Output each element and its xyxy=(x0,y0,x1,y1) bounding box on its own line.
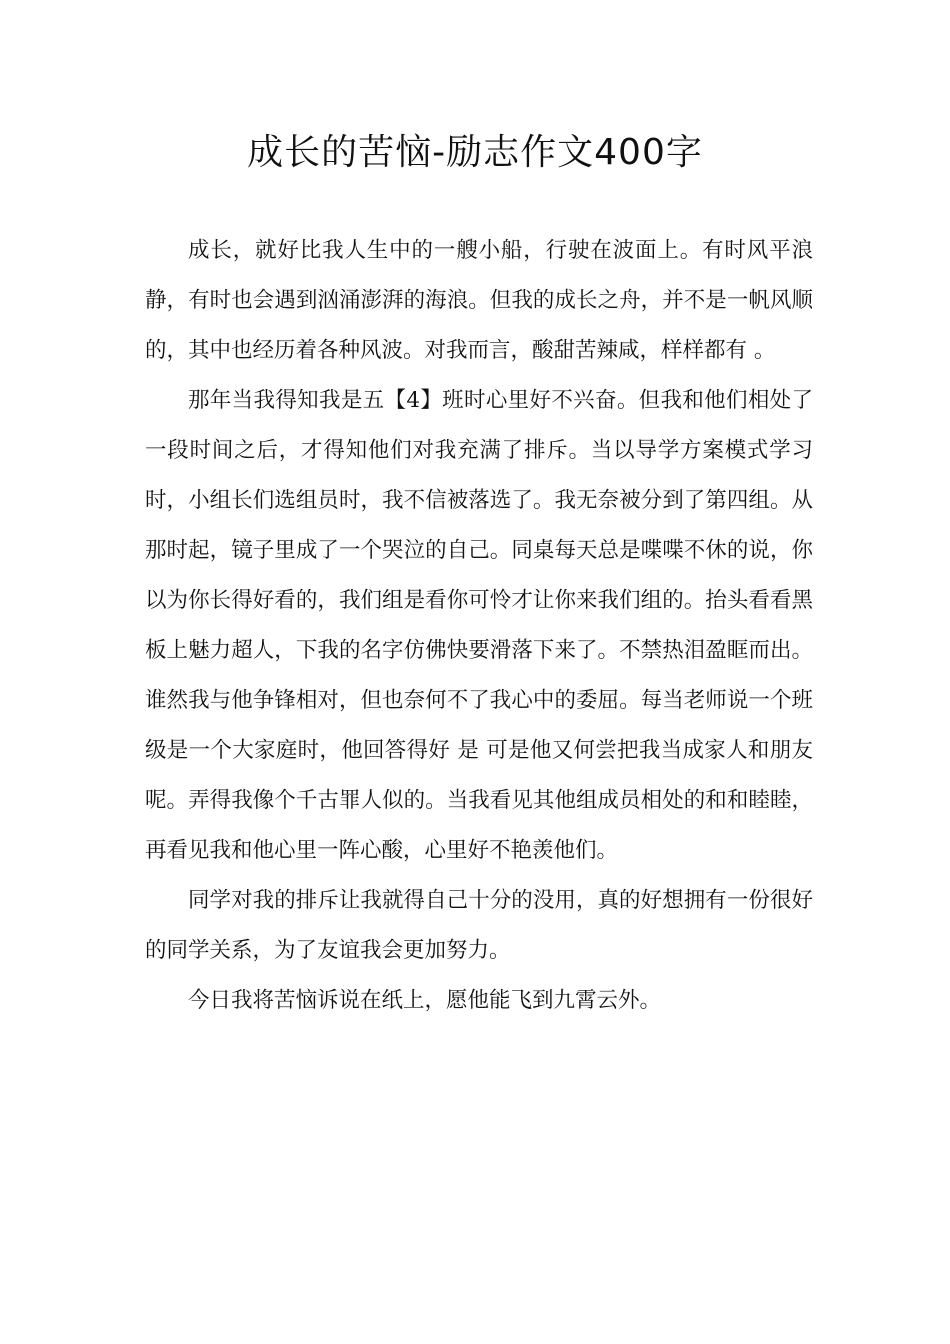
paragraph-1: 成长，就好比我人生中的一艘小船，行驶在波面上。有时风平浪静，有时也会遇到汹涌澎湃的海浪。但我的成长之舟，并不是一帆风顺的，其中也经历着各种风波。对我而言，酸甜苦辣咸，样样都有 。 xyxy=(145,238,813,363)
document-title: 成长的苦恼-励志作文400字 xyxy=(247,132,703,173)
document-body xyxy=(145,226,813,1026)
paragraph-3: 同学对我的排斥让我就得自己十分的没用，真的好想拥有一份很好的同学关系，为了友谊我会更加努力。 xyxy=(145,888,813,963)
paragraph-4: 今日我将苦恼诉说在纸上，愿他能飞到九霄云外。 xyxy=(188,988,662,1013)
paragraph-2: 那年当我得知我是五【4】班时心里好不兴奋。但我和他们相处了一段时间之后，才得知他们对我充满了排斥。当以导学方案模式学习时，小组长们选组员时，我不信被落选了。我无奈被分到了第四组。从那时起，镜子里成了一个哭泣的自己。同桌每天总是喋喋不休的说，你以为你长得好看的，我们组是看你可怜才让你来我们组的。抬头看看黑板上魅力超人，下我的名字仿佛快要滑落下来了。不禁热泪盈眶而出。谁然我与他争锋相对，但也奈何不了我心中的委屈。每当老师说一个班级是一个大家庭时，他回答得好 是 可是他又何尝把我当成家人和朋友呢。弄得我像个千古罪人似的。当我看见其他组成员相处的和和睦睦，再看见我和他心里一阵心酸，心里好不艳羡他们。 xyxy=(145,388,813,863)
